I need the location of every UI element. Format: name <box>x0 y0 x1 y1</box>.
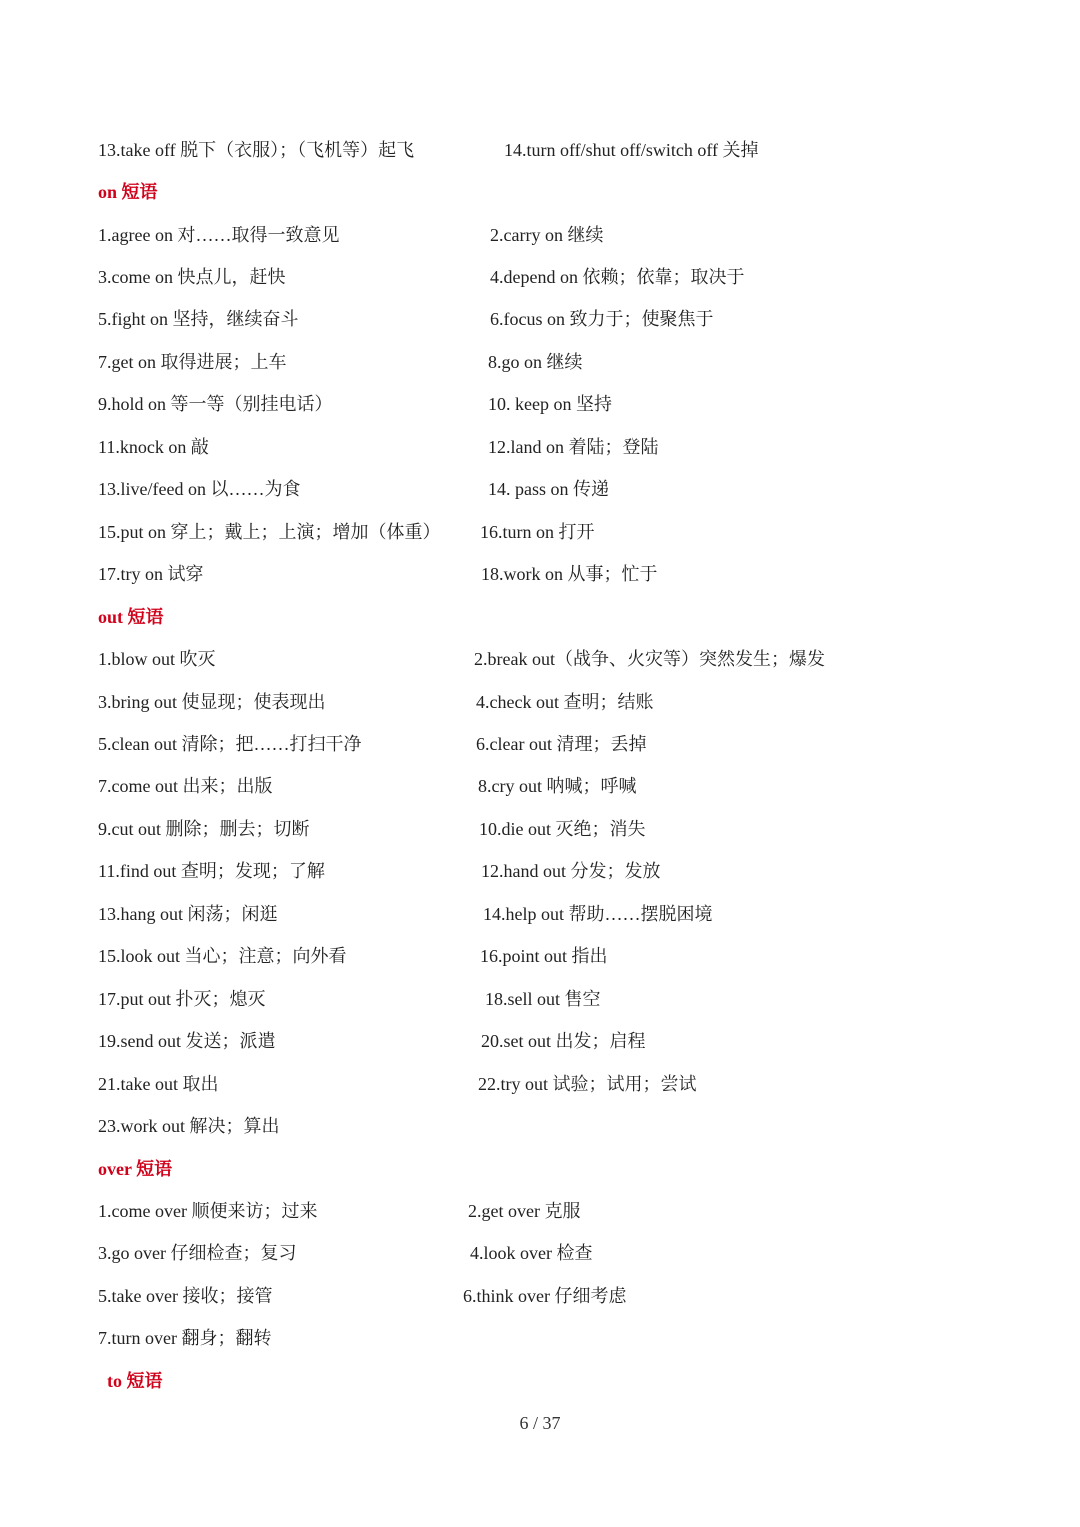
section-heading-over: over 短语 <box>98 1159 173 1179</box>
phrase-item: 5.take over 接收；接管 <box>98 1286 273 1306</box>
phrase-item: 10. keep on 坚持 <box>488 394 612 414</box>
phrase-item: 4.check out 查明；结账 <box>476 692 654 712</box>
page-number: 6 / 37 <box>519 1413 561 1433</box>
phrase-row <box>0 1111 1080 1141</box>
phrase-row <box>0 517 1080 547</box>
phrase-row <box>0 1281 1080 1311</box>
phrase-row <box>0 1026 1080 1056</box>
phrase-item: 2.break out（战争、火灾等）突然发生；爆发 <box>474 649 825 669</box>
phrase-row <box>0 135 1080 165</box>
phrase-item: 2.get over 克服 <box>468 1201 581 1221</box>
phrase-item: 16.point out 指出 <box>480 946 608 966</box>
phrase-row <box>0 899 1080 929</box>
phrase-row <box>0 220 1080 250</box>
phrase-row <box>0 304 1080 334</box>
phrase-item: 9.cut out 删除；删去；切断 <box>98 819 310 839</box>
section-heading-to: to 短语 <box>107 1371 163 1391</box>
phrase-item: 12.land on 着陆；登陆 <box>488 437 659 457</box>
phrase-item: 20.set out 出发；启程 <box>481 1031 646 1051</box>
phrase-item: 13.take off 脱下（衣服）；（飞机等）起飞 <box>98 140 415 160</box>
phrase-item: 5.clean out 清除；把……打扫干净 <box>98 734 362 754</box>
phrase-item: 14. pass on 传递 <box>488 479 609 499</box>
phrase-item: 4.depend on 依赖；依靠；取决于 <box>490 267 745 287</box>
phrase-item: 7.get on 取得进展；上车 <box>98 352 287 372</box>
phrase-item: 17.put out 扑灭；熄灭 <box>98 989 266 1009</box>
phrase-row <box>0 771 1080 801</box>
phrase-row <box>0 559 1080 589</box>
phrase-item: 7.come out 出来；出版 <box>98 776 273 796</box>
phrase-item: 21.take out 取出 <box>98 1074 219 1094</box>
phrase-item: 1.blow out 吹灭 <box>98 649 216 669</box>
phrase-item: 6.think over 仔细考虑 <box>463 1286 627 1306</box>
phrase-item: 5.fight on 坚持，继续奋斗 <box>98 309 299 329</box>
phrase-row <box>0 644 1080 674</box>
phrase-item: 22.try out 试验；试用；尝试 <box>478 1074 697 1094</box>
phrase-item: 13.hang out 闲荡；闲逛 <box>98 904 278 924</box>
phrase-item: 3.come on 快点儿，赶快 <box>98 267 286 287</box>
phrase-item: 15.put on 穿上；戴上；上演；增加（体重） <box>98 522 441 542</box>
phrase-item: 16.turn on 打开 <box>480 522 595 542</box>
phrase-row <box>0 984 1080 1014</box>
phrase-row <box>0 1238 1080 1268</box>
phrase-row <box>0 729 1080 759</box>
phrase-row <box>0 941 1080 971</box>
phrase-item: 6.clear out 清理；丢掉 <box>476 734 647 754</box>
phrase-item: 11.find out 查明；发现；了解 <box>98 861 325 881</box>
phrase-row <box>0 432 1080 462</box>
phrase-item: 19.send out 发送；派遣 <box>98 1031 276 1051</box>
phrase-row <box>0 347 1080 377</box>
phrase-item: 4.look over 检查 <box>470 1243 593 1263</box>
phrase-item: 8.cry out 呐喊；呼喊 <box>478 776 637 796</box>
phrase-item: 12.hand out 分发；发放 <box>481 861 661 881</box>
phrase-row <box>0 1323 1080 1353</box>
phrase-item: 7.turn over 翻身；翻转 <box>98 1328 272 1348</box>
phrase-row <box>0 389 1080 419</box>
phrase-item: 14.turn off/shut off/switch off 关掉 <box>504 140 759 160</box>
phrase-item: 18.work on 从事；忙于 <box>481 564 658 584</box>
phrase-item: 15.look out 当心；注意；向外看 <box>98 946 347 966</box>
phrase-item: 14.help out 帮助……摆脱困境 <box>483 904 713 924</box>
phrase-row <box>0 687 1080 717</box>
phrase-item: 3.go over 仔细检查；复习 <box>98 1243 297 1263</box>
phrase-row <box>0 1196 1080 1226</box>
phrase-item: 1.come over 顺便来访；过来 <box>98 1201 318 1221</box>
section-heading-on: on 短语 <box>98 182 158 202</box>
phrase-item: 18.sell out 售空 <box>485 989 601 1009</box>
phrase-item: 6.focus on 致力于；使聚焦于 <box>490 309 714 329</box>
phrase-item: 10.die out 灭绝；消失 <box>479 819 646 839</box>
phrase-item: 2.carry on 继续 <box>490 225 604 245</box>
phrase-item: 1.agree on 对……取得一致意见 <box>98 225 340 245</box>
phrase-item: 8.go on 继续 <box>488 352 583 372</box>
phrase-item: 23.work out 解决；算出 <box>98 1116 280 1136</box>
phrase-row <box>0 814 1080 844</box>
phrase-item: 9.hold on 等一等（别挂电话） <box>98 394 333 414</box>
phrase-row <box>0 262 1080 292</box>
phrase-item: 11.knock on 敲 <box>98 437 209 457</box>
phrase-row <box>0 1069 1080 1099</box>
phrase-row <box>0 856 1080 886</box>
phrase-item: 13.live/feed on 以……为食 <box>98 479 301 499</box>
phrase-row <box>0 474 1080 504</box>
phrase-item: 17.try on 试穿 <box>98 564 204 584</box>
section-heading-out: out 短语 <box>98 607 164 627</box>
phrase-item: 3.bring out 使显现；使表现出 <box>98 692 326 712</box>
